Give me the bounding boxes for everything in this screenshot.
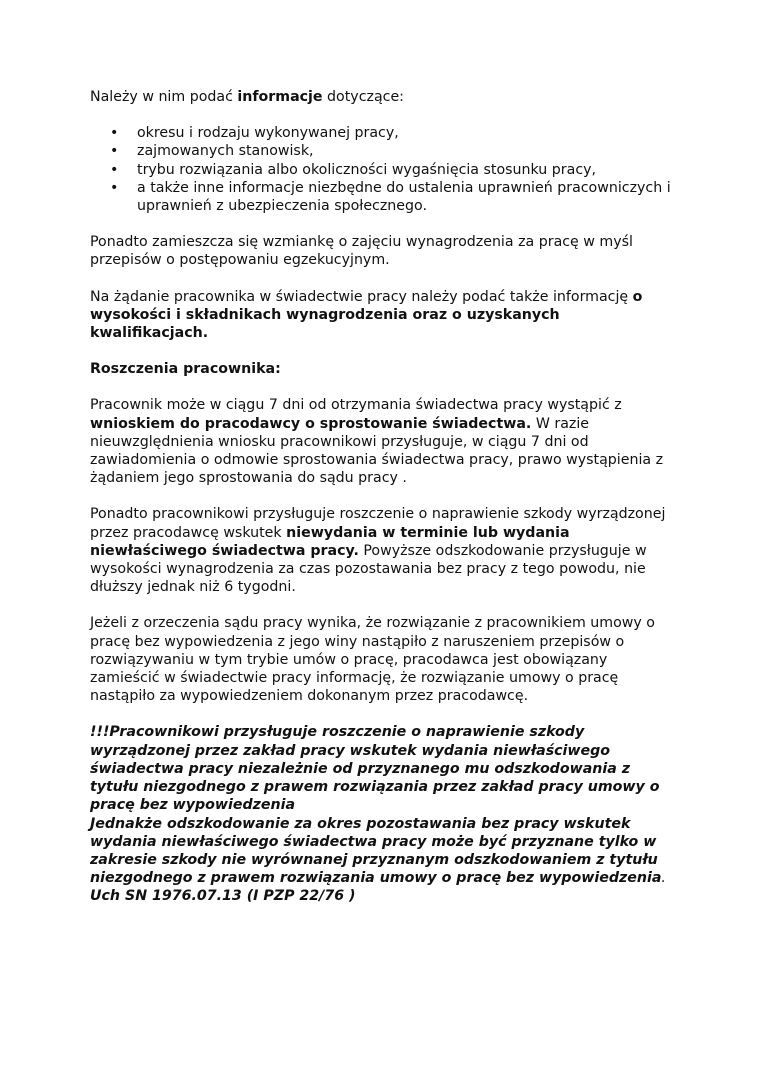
section-heading [90, 360, 680, 378]
request-paragraph [90, 288, 680, 343]
note-line-1: !!!Pracownikowi przysługuje roszczenie o naprawienie szkody wyrządzonej przez zakład pracy wskutek wydania niewłaściwego świadectwa pracy niezależnie od przyznanego mu odszkodowania z tytułu niezgodnego z prawem rozwiązania przez zakład pracy umowy o pracę bez wypowiedzenia [90, 724, 660, 814]
info-list [90, 124, 680, 215]
claims1-text: Pracownik może w ciągu 7 dni od otrzymania świadectwa pracy wystąpić z [90, 397, 622, 414]
list-item: • a także inne informacje niezbędne do ustalenia uprawnień pracowniczych i uprawnień z ubezpieczenia społecznego. [90, 179, 680, 215]
list-item: • zajmowanych stanowisk, [90, 142, 680, 160]
claims1-bold: wnioskiem do pracodawcy o sprostowanie świadectwa. [90, 415, 532, 432]
enforcement-paragraph: Ponadto zamieszcza się wzmiankę o zajęciu wynagrodzenia za pracę w myśl przepisów o postępowaniu egzekucyjnym. [90, 234, 633, 269]
claims-paragraph-1 [90, 396, 680, 487]
request-bold: o wysokości i składnikach wynagrodzenia oraz o uzyskanych kwalifikacjach. [90, 288, 643, 342]
request-text: Na żądanie pracownika w świadectwie pracy należy podać także informację [90, 288, 633, 305]
court-paragraph: Jeżeli z orzeczenia sądu pracy wynika, że rozwiązanie z pracownikiem umowy o pracę bez wypowiedzenia z jego winy nastąpiło z naruszeniem przepisów o rozwiązywaniu w tym trybie umów o pracę, pracodawca jest obowiązany zamieścić w świadectwie pracy informację, że rozwiązanie umowy o pracę nastąpiło za wypowiedzeniem dokonanym przez pracodawcę. [90, 615, 655, 705]
note-citation: Uch SN 1976.07.13 (I PZP 22/76 ) [90, 888, 356, 905]
legal-note [90, 723, 680, 905]
heading-text: Roszczenia pracownika: [90, 361, 281, 378]
note-line-2-text: Jednakże odszkodowanie za okres pozostawania bez pracy wskutek wydania niewłaściwego świadectwa pracy może być przyznane tylko w zakresie szkody nie wyrównanej przyznanym odszkodowaniem z tytułu niezgodnego z prawem rozwiązania umowy o pracę bez wypowiedzenia [90, 815, 662, 887]
intro-text: Należy w nim podać [90, 89, 238, 105]
claims2-bold: niewydania w terminie lub wydania niewłaściwego świadectwa pracy. [90, 524, 570, 559]
claims1-text-end: W razie nieuwzględnienia wniosku pracownikowi przysługuje, w ciągu 7 dni od zawiadomienia o odmowie sprostowania świadectwa pracy, prawo wystąpienia z żądaniem jego sprostowania do sądu pracy . [90, 415, 664, 487]
note-line-2-end: . [661, 870, 666, 887]
claims-paragraph-2 [90, 505, 680, 596]
list-item: • trybu rozwiązania albo okoliczności wygaśnięcia stosunku pracy, [90, 161, 680, 179]
list-item: • okresu i rodzaju wykonywanej pracy, [90, 124, 680, 142]
note-line-2 [90, 815, 680, 888]
intro-bold: informacje [237, 89, 323, 105]
claims2-text-end: Powyższe odszkodowanie przysługuje w wysokości wynagrodzenia za czas pozostawania bez pracy z tego powodu, nie dłuższy jednak niż 6 tygodni. [90, 542, 647, 596]
intro-paragraph [90, 88, 680, 106]
claims2-text: Ponadto pracownikowi przysługuje roszczenie o naprawienie szkody wyrządzonej przez pracodawcę wskutek [90, 506, 666, 541]
intro-text-end: dotyczące: [322, 89, 404, 105]
document-page [90, 88, 680, 906]
